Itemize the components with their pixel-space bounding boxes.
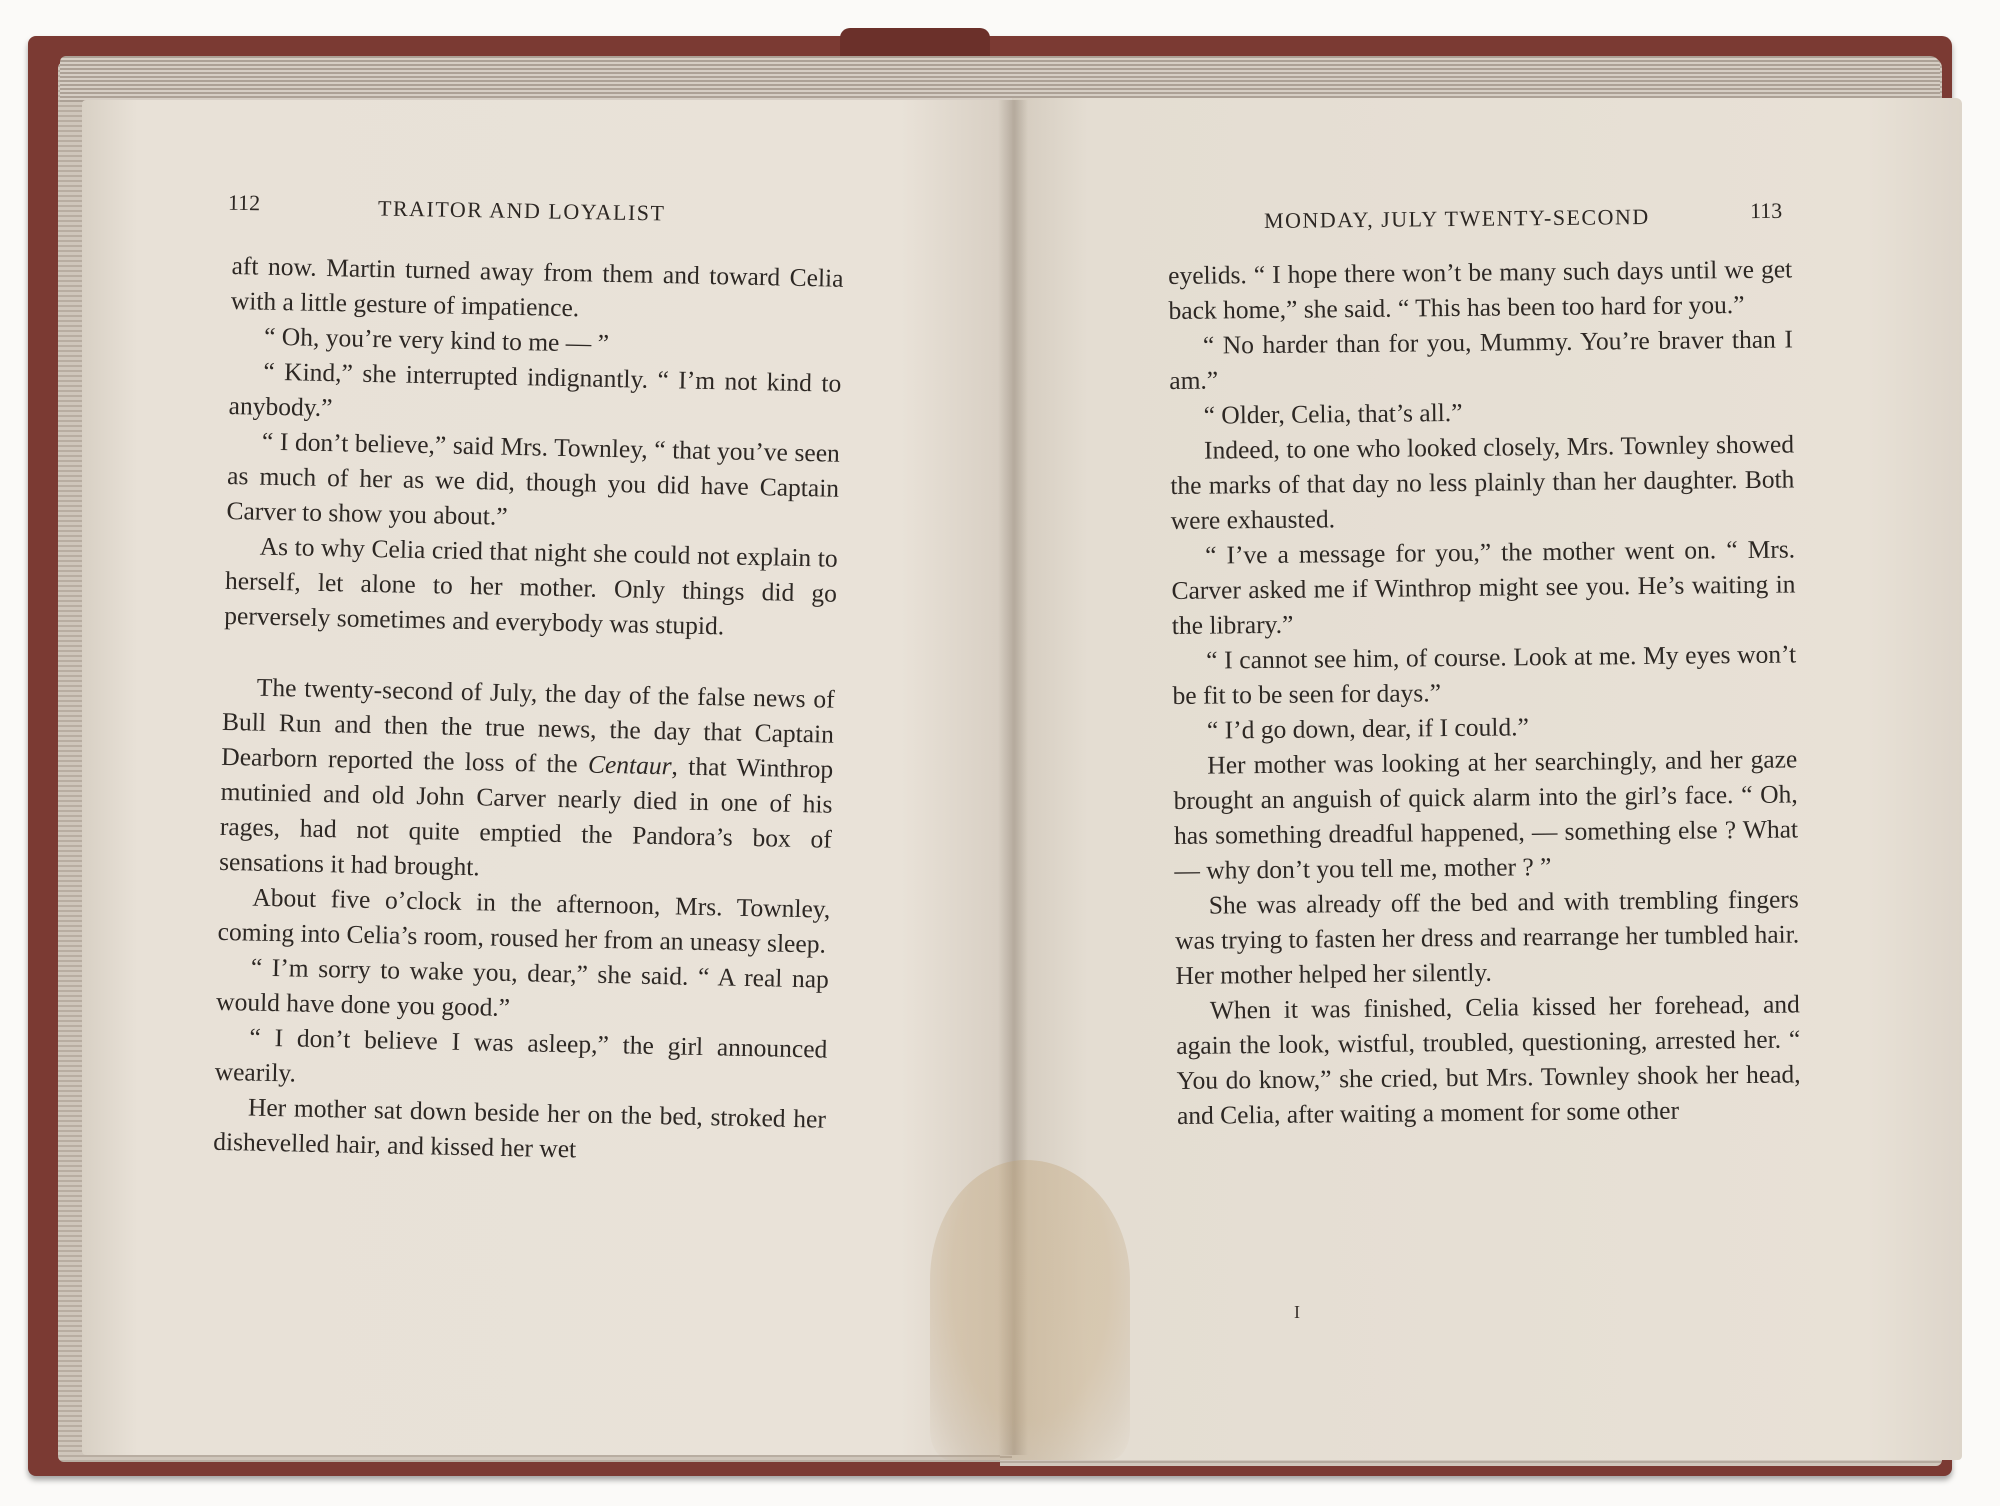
paragraph: “ I cannot see him, of course. Look at me. My eyes won’t be fit to be seen for days.” (1172, 639, 1797, 710)
paragraph: Her mother sat down beside her on the bed, stroked her dishevelled hair, and kissed her wet (212, 1092, 827, 1164)
signature-mark: I (1294, 1302, 1300, 1322)
paragraph: When it was finished, Celia kissed her forehead, and again the look, wistful, troubled, questioning, arrested her. “ You do know,” she cried, but Mrs. Townley shook her head, and Celia, after waiting a moment for some other (1176, 989, 1801, 1130)
left-page-number: 112 (227, 189, 261, 216)
paragraph: She was already off the bed and with trembling fingers was trying to fasten her dress and rearrange her tumbled hair. Her mother helped her silently. (1174, 884, 1800, 990)
left-text-column (213, 248, 844, 1172)
right-page-number: 113 (1749, 197, 1783, 224)
page-edges-top (60, 56, 1940, 102)
left-running-head: TRAITOR AND LOYALIST (377, 195, 666, 226)
paragraph-text: , that Winthrop mutinied and old John Carver nearly died in one of his rages, had not quite emptied the Pandora’s box of sensations it had brought. (218, 751, 834, 882)
paragraph: “ No harder than for you, Mummy. You’re braver than I am.” (1169, 324, 1794, 395)
paragraph: “ I’ve a message for you,” the mother went on. “ Mrs. Carver asked me if Winthrop might see you. He’s waiting in the library.” (1171, 534, 1796, 640)
paragraph: aft now. Martin turned away from them and toward Celia with a little gesture of impatience. (230, 250, 844, 323)
paragraph: “ I don’t believe,” said Mrs. Townley, “ that you’ve seen as much of her as we did, though you did have Captain Carver to show you about.” (226, 426, 841, 531)
paragraph: “ I don’t believe I was asleep,” the girl announced wearily. (214, 1022, 828, 1088)
right-running-head: MONDAY, JULY TWENTY-SECOND (1263, 203, 1650, 234)
paragraph: As to why Celia cried that night she could not explain to herself, let alone to her mother. Only things did go perversely sometimes and everybody was stupid. (224, 531, 838, 641)
paragraph: “ I’d go down, dear, if I could.” (1206, 712, 1529, 745)
right-text-column (1168, 251, 1801, 1132)
paragraph: About five o’clock in the afternoon, Mrs. Townley, coming into Celia’s room, roused her from an uneasy sleep. (217, 882, 831, 959)
paragraph: “ Kind,” she interrupted indignantly. “ I’m not kind to anybody.” (228, 356, 842, 423)
paragraph: Indeed, to one who looked closely, Mrs. Townley showed the marks of that day no less plainly than her daughter. Both were exhausted. (1170, 429, 1795, 535)
ship-name: Centaur (587, 749, 672, 781)
water-stain (930, 1160, 1130, 1460)
paragraph (219, 669, 835, 892)
paragraph-text: The twenty-second of July, the day of the false news of Bull Run and then the true news, the day that Captain Dearborn reported the loss of the (221, 672, 835, 779)
paragraph: “ Older, Celia, that’s all.” (1203, 397, 1463, 430)
paragraph: Her mother was looking at her searchingly, and her gaze brought an anguish of quick alarm into the girl’s face. “ Oh, has something dreadful happened, — something else ? What — why don’t you tell me, mother ? ” (1173, 744, 1799, 885)
paragraph: “ Oh, you’re very kind to me — ” (263, 321, 610, 358)
paragraph: “ I’m sorry to wake you, dear,” she said. “ A real nap would have done you good.” (215, 952, 830, 1022)
paragraph: eyelids. “ I hope there won’t be many such days until we get back home,” she said. “ This has been too hard for you.” (1168, 254, 1793, 325)
